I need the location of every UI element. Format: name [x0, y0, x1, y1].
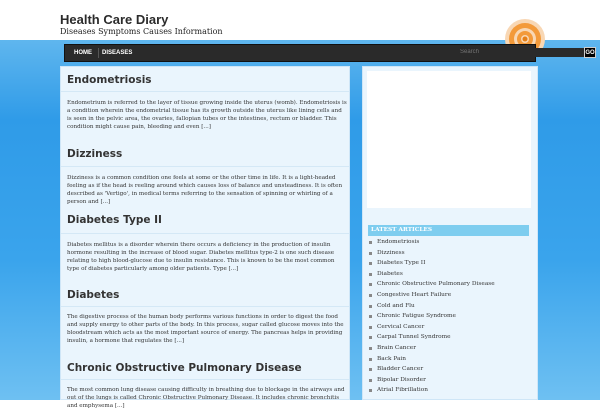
article-link[interactable]: Diabetes Type II — [369, 258, 531, 269]
square-bullet-icon — [369, 273, 372, 276]
square-bullet-icon — [369, 326, 372, 329]
article-link[interactable]: Brain Cancer — [369, 343, 531, 354]
post-title[interactable]: Chronic Obstructive Pulmonary Disease — [67, 362, 302, 374]
article-link[interactable]: Atrial Fibrillation — [369, 385, 531, 396]
square-bullet-icon — [369, 305, 372, 308]
article-link[interactable]: Bladder Cancer — [369, 364, 531, 375]
square-bullet-icon — [369, 368, 372, 371]
rss-feed-icon[interactable] — [501, 17, 537, 40]
square-bullet-icon — [369, 336, 372, 339]
article-link[interactable]: Carpal Tunnel Syndrome — [369, 332, 531, 343]
post-excerpt: Diabetes mellitus is a disorder wherein there occurs a deficiency in the production of insulin hormone resulting in the increase of blood sugar. Diabetes mellitus type-2 is one such disease relating to high blood-glucose due to insulin resistance. This is known to be the most common type of diabetes particularly among older patients. Type [...] — [67, 242, 335, 272]
article-link[interactable]: Congestive Heart Failure — [369, 290, 531, 301]
square-bullet-icon — [369, 252, 372, 255]
title-divider — [61, 166, 349, 167]
square-bullet-icon — [369, 389, 372, 392]
square-bullet-icon — [369, 262, 372, 265]
article-link[interactable]: Dizziness — [369, 248, 531, 259]
square-bullet-icon — [369, 347, 372, 350]
post-excerpt: Endometrium is referred to the layer of tissue growing inside the uterus (womb). Endometriosis is a condition wherein the endometrial tissue has its growth outside the uterus like lining cells and is seen in the pelvic area, the ovaries, fallopian tubes or the intestines, rectum or bladder. This condition might cause pain, bleeding and even [...] — [67, 100, 347, 130]
main-navigation — [64, 44, 595, 62]
article-link[interactable]: Bipolar Disorder — [369, 375, 531, 386]
square-bullet-icon — [369, 283, 372, 286]
site-title[interactable]: Health Care Diary — [60, 12, 169, 27]
search-go-button[interactable]: GO — [584, 47, 596, 58]
nav-home[interactable]: HOME — [74, 50, 92, 56]
post-excerpt: Dizziness is a common condition one feels at some or the other time in life. It is a light-headed feeling as if the head is reeling around which causes loss of balance and unsteadiness. It is often described as 'Vertigo', in medical terms referring to the sensation of spinning or whirling of a person and [...] — [67, 175, 343, 205]
title-divider — [61, 306, 349, 307]
nav-separator — [98, 48, 99, 58]
article-link[interactable]: Chronic Obstructive Pulmonary Disease — [369, 279, 531, 290]
post-title[interactable]: Endometriosis — [67, 74, 152, 86]
title-divider — [61, 233, 349, 234]
article-link[interactable]: Diabetes — [369, 269, 531, 280]
site-tagline: Diseases Symptoms Causes Information — [60, 27, 223, 36]
square-bullet-icon — [369, 294, 372, 297]
post-title[interactable]: Diabetes Type II — [67, 214, 162, 226]
nav-diseases[interactable]: DISEASES — [102, 50, 133, 56]
square-bullet-icon — [369, 241, 372, 244]
square-bullet-icon — [369, 358, 372, 361]
title-divider — [61, 91, 349, 92]
article-link[interactable]: Cold and Flu — [369, 301, 531, 312]
square-bullet-icon — [369, 315, 372, 318]
post-title[interactable]: Dizziness — [67, 148, 123, 160]
site-header — [0, 0, 600, 40]
article-link[interactable]: Cervical Cancer — [369, 322, 531, 333]
article-link[interactable]: Back Pain — [369, 354, 531, 365]
sidebar — [362, 66, 538, 400]
ad-placeholder — [367, 71, 531, 208]
square-bullet-icon — [369, 379, 372, 382]
latest-articles-list — [369, 237, 531, 396]
post-excerpt: The digestive process of the human body performs various functions in order to digest the food and supply energy to other parts of the body. In this process, sugar called glucose moves into the bloodstream which acts as the most important source of energy. The pancreas helps in providing insulin, a hormone that regulates the [...] — [67, 314, 344, 344]
title-divider — [61, 379, 349, 380]
article-link[interactable]: Endometriosis — [369, 237, 531, 248]
post-list — [60, 66, 350, 409]
search-input[interactable] — [456, 48, 587, 57]
latest-articles-header: LATEST ARTICLES — [368, 225, 529, 236]
post-title[interactable]: Diabetes — [67, 289, 120, 301]
article-link[interactable]: Chronic Fatigue Syndrome — [369, 311, 531, 322]
post-excerpt: The most common lung disease causing difficulty in breathing due to blockage in the airways and out of the lungs is called Chronic Obstructive Pulmonary Disease. It includes chronic bronchitis and emphysema [...] — [67, 387, 345, 409]
